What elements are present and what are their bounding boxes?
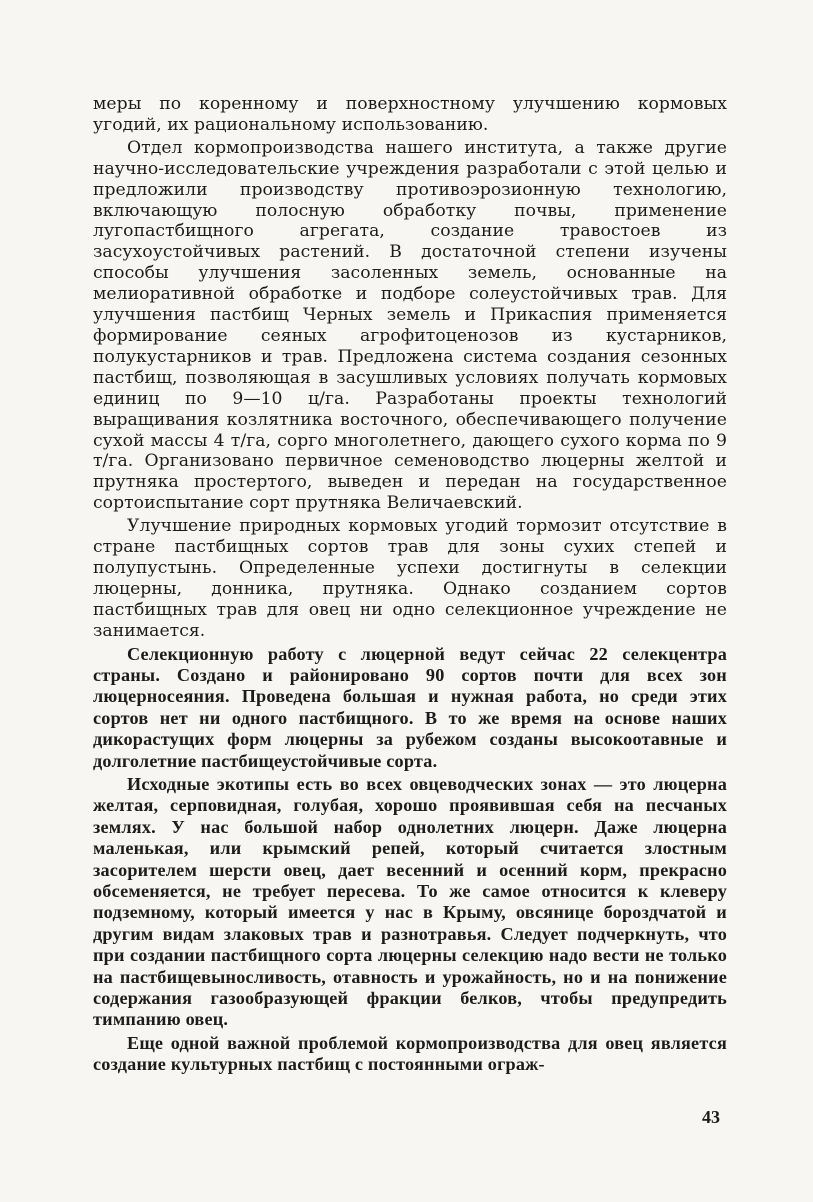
paragraph-6: Еще одной важной проблемой кормопроизводства для овец является создание культурных пастбищ с постоянными ограж- (93, 1032, 727, 1075)
page-number: 43 (702, 1107, 720, 1127)
paragraph-1: меры по коренному и поверхностному улучшению кормовых угодий, их рациональному использованию. (93, 94, 727, 135)
paragraph-4: Селекционную работу с люцерной ведут сейчас 22 селекцентра страны. Создано и районировано 90 сортов почти для всех зон люцерносеяния. Проведена большая и нужная работа, но среди этих сортов нет ни одного пастбищного. В то же время на основе наших дикорастущих форм люцерны за рубежом созданы высокоотавные и долголетние пастбищеустойчивые сорта. (93, 643, 727, 771)
page-body (93, 94, 727, 1164)
paragraph-5: Исходные экотипы есть во всех овцеводческих зонах — это люцерна желтая, серповидная, голубая, хорошо проявившая себя на песчаных землях. У нас большой набор однолетних люцерн. Даже люцерна маленькая, или крымский репей, который считается злостным засорителем шерсти овец, дает весенний и осенний корм, прекрасно обсеменяется, не требует пересева. То же самое относится к клеверу подземному, который имеется у нас в Крыму, овсянице бороздчатой и другим видам злаковых трав и разнотравья. Следует подчеркнуть, что при создании пастбищного сорта люцерны селекцию надо вести не только на пастбищевыносливость, отавность и урожайность, но и на понижение содержания газообразующей фракции белков, чтобы предупредить тимпанию овец. (93, 774, 727, 1030)
paragraph-3: Улучшение природных кормовых угодий тормозит отсутствие в стране пастбищных сортов трав для зоны сухих степей и полупустынь. Определенные успехи достигнуты в селекции люцерны, донника, прутняка. Однако созданием сортов пастбищных трав для овец ни одно селекционное учреждение не занимается. (93, 516, 727, 641)
paragraph-2: Отдел кормопроизводства нашего института, а также другие научно-исследовательские учреждения разработали с этой целью и предложили производству противоэрозионную технологию, включающую полосную обработку почвы, применение лугопастбищного агрегата, создание травостоев из засухоустойчивых растений. В достаточной степени изучены способы улучшения засоленных земель, основанные на мелиоративной обработке и подборе солеустойчивых трав. Для улучшения пастбищ Черных земель и Прикаспия применяется формирование сеяных агрофитоценозов из кустарников, полукустарников и трав. Предложена система создания сезонных пастбищ, позволяющая в засушливых условиях получать кормовых единиц по 9—10 ц/га. Разработаны проекты технологий выращивания козлятника восточного, обеспечивающего получение сухой массы 4 т/га, сорго многолетнего, дающего сухого корма по 9 т/га. Организовано первичное семеноводство люцерны желтой и прутняка простертого, выведен и передан на государственное сортоиспытание сорт прутняка Величаевский. (93, 137, 727, 514)
